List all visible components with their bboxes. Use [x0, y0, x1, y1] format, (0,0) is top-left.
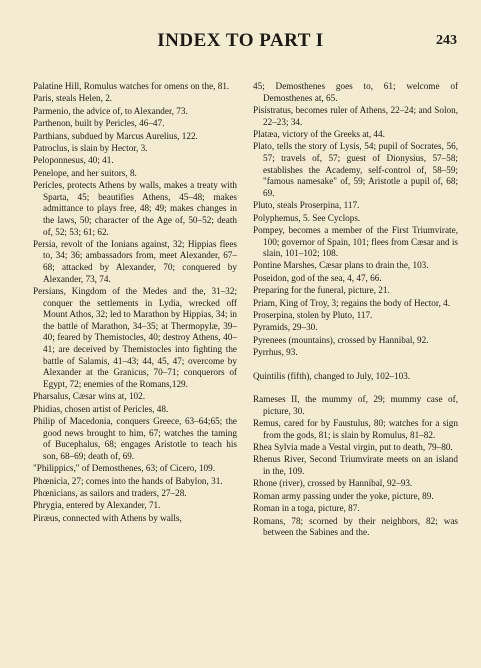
index-entry: Philip of Macedonia, conquers Greece, 63–64;65; the good news brought to him, 67; watches the taming of Bucephalus, 68; engages Aristotle to teach his son, 68–69; death of, 69.: [33, 415, 237, 461]
index-entry: Pyramids, 29–30.: [253, 322, 318, 333]
index-entry: Penelope, and her suitors, 8.: [33, 167, 137, 178]
index-entry: Poseidon, god of the sea, 4, 47, 66.: [253, 272, 382, 283]
index-entry: Palatine Hill, Romulus watches for omens on the, 81.: [33, 81, 230, 91]
index-entry: Phœnicians, as sailors and traders, 27–28.: [33, 487, 187, 498]
index-entry: Phidias, chosen artist of Pericles, 48.: [33, 403, 169, 414]
index-entry: Plato, tells the story of Lysis, 54; pupil of Socrates, 56, 57; travels of, 57; guest of Dionysius, 57–58; establishes the Academy, self-control of, 58–59; "famous namesake" of, 59; Aristotle a pupil of, 68; 69.: [253, 141, 458, 198]
index-entry: Romans, 78; scorned by their neighbors, 82; was between the Sabines and the.: [253, 515, 458, 538]
index-entry: Roman army passing under the yoke, picture, 89.: [253, 490, 434, 501]
index-entry: Rhea Sylvia made a Vestal virgin, put to death, 79–80.: [253, 441, 453, 452]
index-entry: Persians, Kingdom of the Medes and the, 31–32; conquer the settlements in Lydia, wrecked off Mount Athos, 32; led to Marathon by Hippias, 34; in the battle of Marathon, 34–35; at Thermopylæ, 39–40; feared by Themistocles, 40; destroy Athens, 40–41; are deceived by Themistocles into fighting the battle of Salamis, 41–43; 44, 45, 47; overcome by Alexander at the Granicus, 70–71; conquerors of Egypt, 72; enemies of the Romans,129.: [33, 286, 237, 389]
index-entry: Rameses II, the mummy of, 29; mummy case of, picture, 30.: [253, 394, 458, 416]
index-entry: Pyrrhus, 93.: [253, 347, 298, 358]
index-entry: Roman in a toga, picture, 87.: [253, 503, 360, 514]
index-entry: Pluto, steals Proserpina, 117.: [253, 200, 360, 211]
running-header: [0, 30, 481, 54]
page-number: 243: [436, 33, 457, 48]
index-entry: Remus, cared for by Faustulus, 80; watches for a sign from the gods, 81; is slain by Romulus, 81–82.: [253, 417, 458, 440]
letter-gap: [253, 383, 458, 394]
index-entry: Peloponnesus, 40; 41.: [33, 155, 114, 166]
index-entry: Parmenio, the advice of, to Alexander, 73.: [33, 105, 188, 116]
index-entry: Piræus, connected with Athens by walls,: [33, 512, 182, 523]
index-entry: Patroclus, is slain by Hector, 3.: [33, 142, 148, 153]
index-entry: 45; Demosthenes goes to, 61; welcome of Demosthenes at, 65.: [253, 81, 458, 103]
index-entry: Parthenon, built by Pericles, 46–47.: [33, 118, 165, 129]
index-entry: Preparing for the funeral, picture, 21.: [253, 285, 390, 296]
index-entry: Pisistratus, becomes ruler of Athens, 22–24; and Solon, 22–23; 34.: [253, 104, 458, 127]
index-entry: Persia, revolt of the Ionians against, 32; Hippias flees to, 34; 36; ambassadors from, meet Alexander, 67–68; attacked by Alexander, 70; conquered by Alexander, 73, 74.: [33, 238, 237, 284]
index-entry: Phœnicia, 27; comes into the hands of Babylon, 31.: [33, 475, 223, 486]
index-entry: Pontine Marshes, Cæsar plans to drain the, 103.: [253, 260, 429, 271]
index-entry: Quintilis (fifth), changed to July, 102–103.: [253, 370, 411, 381]
index-column-left: [33, 81, 237, 525]
index-entry: Polyphemus, 5. See Cyclops.: [253, 212, 361, 223]
index-entry: "Philippics," of Demosthenes, 63; of Cicero, 109.: [33, 463, 216, 474]
index-entry: Priam, King of Troy, 3; regains the body of Hector, 4.: [253, 297, 451, 308]
index-entry: Rhone (river), crossed by Hannibal, 92–93.: [253, 478, 413, 489]
index-entry: Pharsalus, Cæsar wins at, 102.: [33, 391, 146, 402]
index-entry: Pompey, becomes a member of the First Triumvirate, 100; governor of Spain, 101; flees from Cæsar and is slain, 101–102; 108.: [253, 224, 458, 259]
index-column-right: [253, 81, 458, 540]
index-entry: Platæa, victory of the Greeks at, 44.: [253, 128, 385, 139]
index-entry: Pericles, protects Athens by walls, makes a treaty with Sparta, 45; beautifies Athens, 45–48; makes admittance to plays free, 48; 49; makes changes in the laws, 50; character of the Age of, 50–52; death of, 52; 53; 61; 62.: [33, 180, 237, 237]
index-entry: Parthians, subdued by Marcus Aurelius, 122.: [33, 130, 198, 141]
letter-gap: [253, 360, 458, 371]
index-entry: Phrygia, entered by Alexander, 71.: [33, 500, 161, 511]
index-entry: Paris, steals Helen, 2.: [33, 93, 113, 104]
index-entry: Rhenus River, Second Triumvirate meets on an island in the, 109.: [253, 454, 458, 476]
page-title: INDEX TO PART I: [157, 30, 324, 51]
index-entry: Proserpina, stolen by Pluto, 117.: [253, 310, 373, 321]
index-entry: Pyrenees (mountains), crossed by Hannibal, 92.: [253, 334, 429, 345]
